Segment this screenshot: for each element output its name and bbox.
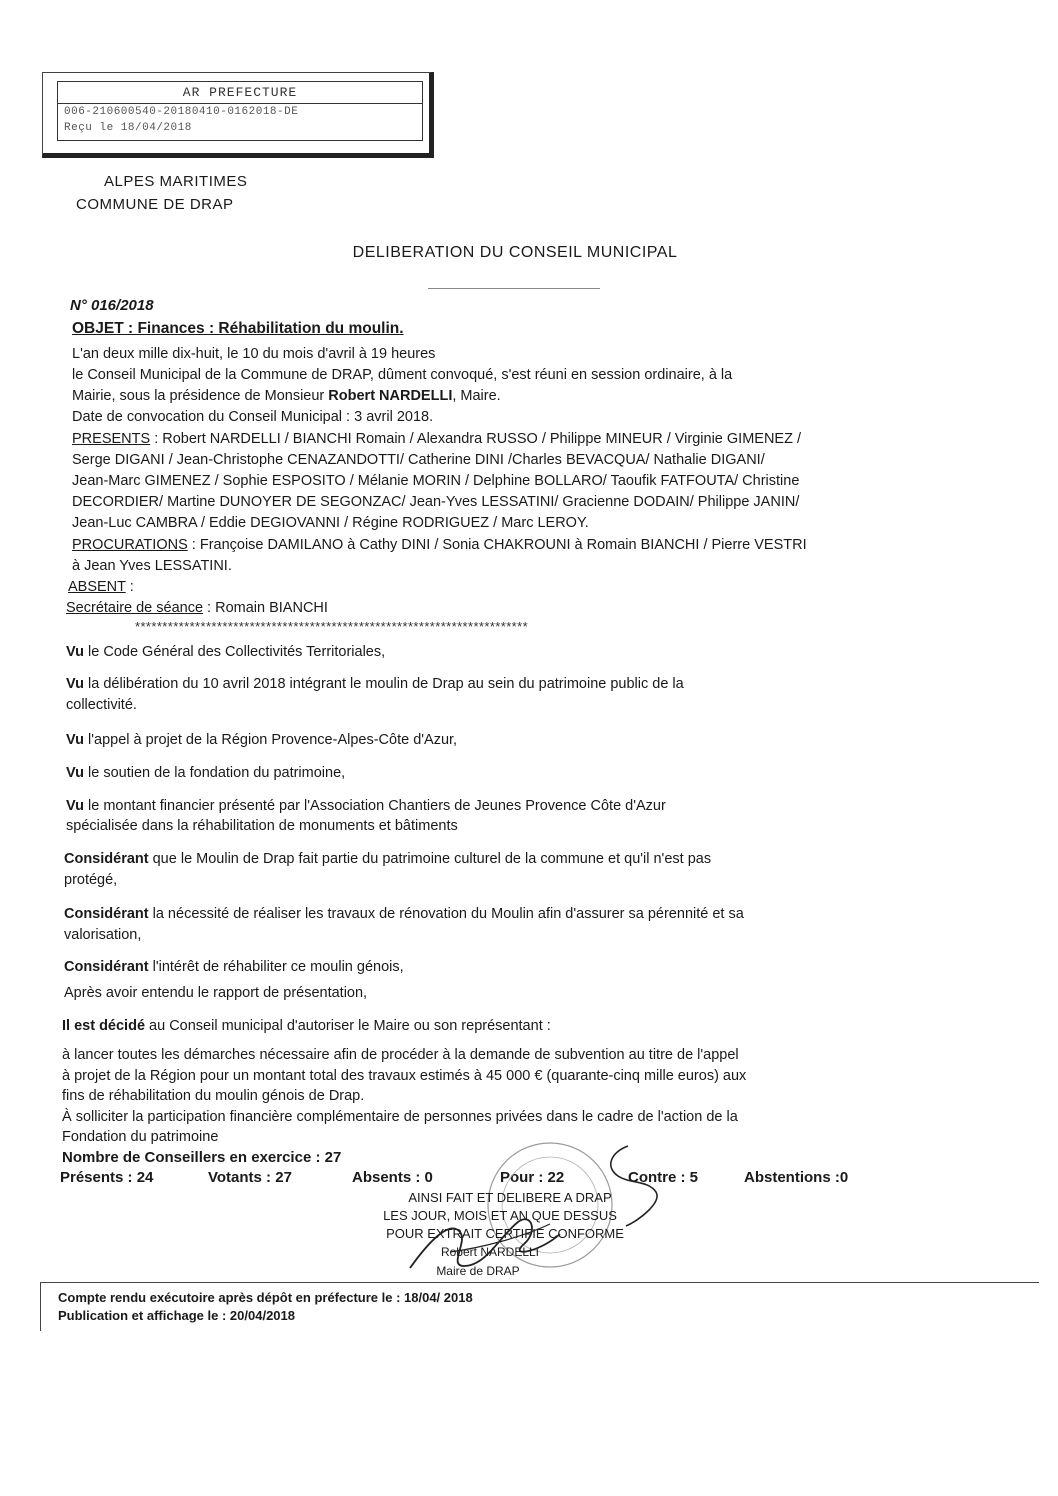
presents-line-4: DECORDIER/ Martine DUNOYER DE SEGONZAC/ Jean-Yves LESSATINI/ Gracienne DODAIN/ Philippe JANIN/ [72, 494, 800, 510]
action-line-2: à projet de la Région pour un montant total des travaux estimés à 45 000 € (quarante-cinq mille euros) aux [62, 1068, 747, 1084]
secretaire-value: : Romain BIANCHI [203, 600, 328, 616]
consideration-3 [66, 730, 457, 751]
consideration-2-text: la délibération du 10 avril 2018 intégrant le moulin de Drap au sein du patrimoine public de la [84, 676, 684, 692]
consideration-7-cont: valorisation, [64, 927, 142, 943]
stamp-reference: 006-210600540-20180410-0162018-DE [64, 106, 299, 118]
consideration-1-text: le Code Général des Collectivités Territoriales, [84, 644, 386, 660]
secretaire-line [66, 598, 328, 620]
apres-line: Après avoir entendu le rapport de présentation, [64, 985, 368, 1001]
presents-line-2: Serge DIGANI / Jean-Christophe CENAZANDOTTI/ Catherine DINI /Charles BEVACQUA/ Nathalie DIGANI/ [72, 452, 765, 468]
mayor-name: Robert NARDELLI [328, 388, 453, 404]
secretaire-label: Secrétaire de séance [66, 600, 204, 616]
commune-name: COMMUNE DE DRAP [76, 196, 234, 213]
signature-ainsi: AINSI FAIT ET DELIBERE A DRAP [408, 1190, 612, 1205]
consideration-7-text: la nécessité de réaliser les travaux de rénovation du Moulin afin d'assurer sa pérennité et sa [148, 906, 744, 922]
intro-line-3-suffix: , Maire. [452, 388, 501, 404]
abstentions-count: Abstentions :0 [744, 1169, 849, 1186]
presents-count: Présents : 24 [60, 1169, 154, 1186]
prefecture-stamp [42, 72, 434, 158]
decision-line [62, 1016, 551, 1037]
presents-line-5: Jean-Luc CAMBRA / Eddie DEGIOVANNI / Régine RODRIGUEZ / Marc LEROY. [72, 515, 589, 531]
consideration-8-text: l'intérêt de réhabiliter ce moulin génois, [148, 959, 404, 975]
deliberation-object: OBJET : Finances : Réhabilitation du moulin. [72, 320, 404, 337]
deliberation-number: N° 016/2018 [70, 297, 154, 314]
page-title: DELIBERATION DU CONSEIL MUNICIPAL [352, 244, 678, 261]
intro-line-2: le Conseil Municipal de la Commune de DRAP, dûment convoqué, s'est réuni en session ordinaire, à la [72, 367, 733, 383]
absents-count: Absents : 0 [352, 1169, 433, 1186]
consideration-6-lead: Considérant [64, 851, 149, 867]
consideration-2-cont: collectivité. [66, 697, 137, 713]
consideration-8-lead: Considérant [64, 959, 149, 975]
separator-stars: ************************************************************************ [135, 619, 529, 634]
absent-line [68, 577, 134, 599]
consideration-5-lead: Vu [66, 798, 84, 814]
decision-text: au Conseil municipal d'autoriser le Maire ou son représentant : [145, 1018, 551, 1034]
intro-line-3 [72, 386, 501, 408]
conseillers-count: Nombre de Conseillers en exercice : 27 [62, 1149, 342, 1166]
pour-count: Pour : 22 [500, 1169, 565, 1186]
signature-name: Robert NARDELLI [440, 1245, 540, 1259]
signature-les-jour: LES JOUR, MOIS ET AN QUE DESSUS [383, 1208, 617, 1223]
consideration-5-text: le montant financier présenté par l'Association Chantiers de Jeunes Provence Côte d'Azur [84, 798, 666, 814]
absent-label: ABSENT [68, 579, 126, 595]
consideration-5 [66, 796, 666, 817]
signature-title: Maire de DRAP [436, 1264, 520, 1278]
consideration-7 [64, 904, 744, 925]
footer-execution: Compte rendu exécutoire après dépôt en préfecture le : 18/04/ 2018 [58, 1290, 473, 1305]
prefecture-stamp-frame [57, 81, 423, 141]
presents-line-3: Jean-Marc GIMENEZ / Sophie ESPOSITO / Mélanie MORIN / Delphine BOLLARO/ Taoufik FATFOUTA/ Christine [72, 473, 800, 489]
action-line-5: Fondation du patrimoine [62, 1129, 219, 1145]
signature-extrait: POUR EXTRAIT CERTIFIE CONFORME [386, 1226, 624, 1241]
presents-label: PRESENTS [72, 431, 151, 447]
department-name: ALPES MARITIMES [104, 173, 248, 190]
mayor-signature [390, 1140, 670, 1290]
procurations-line-1 [72, 535, 807, 557]
consideration-7-lead: Considérant [64, 906, 149, 922]
consideration-4-lead: Vu [66, 765, 84, 781]
action-line-3: fins de réhabilitation du moulin génois de Drap. [62, 1088, 365, 1104]
presents-text-1: : Robert NARDELLI / BIANCHI Romain / Alexandra RUSSO / Philippe MINEUR / Virginie GIMENEZ / [150, 431, 802, 447]
consideration-1-lead: Vu [66, 644, 84, 660]
absent-value: : [125, 579, 134, 595]
intro-line-3-prefix: Mairie, sous la présidence de Monsieur [72, 388, 329, 404]
consideration-6-cont: protégé, [64, 872, 118, 888]
consideration-2 [66, 674, 684, 695]
consideration-4 [66, 763, 345, 784]
consideration-6-text: que le Moulin de Drap fait partie du patrimoine culturel de la commune et qu'il n'est pas [148, 851, 712, 867]
footer-publication: Publication et affichage le : 20/04/2018 [58, 1308, 295, 1323]
consideration-4-text: le soutien de la fondation du patrimoine, [84, 765, 346, 781]
convocation-date: Date de convocation du Conseil Municipal : 3 avril 2018. [72, 409, 434, 425]
consideration-6 [64, 849, 711, 870]
stamp-received-date: Reçu le 18/04/2018 [64, 122, 192, 134]
contre-count: Contre : 5 [628, 1169, 699, 1186]
intro-line-1: L'an deux mille dix-huit, le 10 du mois d'avril à 19 heures [72, 346, 436, 362]
procurations-label: PROCURATIONS [72, 537, 188, 553]
consideration-1 [66, 642, 385, 663]
consideration-2-lead: Vu [66, 676, 84, 692]
stamp-title: AR PREFECTURE [58, 82, 422, 104]
action-line-1: à lancer toutes les démarches nécessaire afin de procéder à la demande de subvention au titre de l'appel [62, 1047, 739, 1063]
presents-line-1 [72, 429, 801, 451]
action-line-4: À solliciter la participation financière complémentaire de personnes privées dans le cadre de l'action de la [62, 1109, 738, 1125]
consideration-8 [64, 957, 404, 978]
votants-count: Votants : 27 [208, 1169, 292, 1186]
decision-lead: Il est décidé [62, 1018, 146, 1034]
procurations-line-2: à Jean Yves LESSATINI. [72, 558, 232, 574]
title-divider [428, 288, 600, 289]
procurations-text-1: : Françoise DAMILANO à Cathy DINI / Sonia CHAKROUNI à Romain BIANCHI / Pierre VESTRI [187, 537, 807, 553]
consideration-5-cont: spécialisée dans la réhabilitation de monuments et bâtiments [66, 818, 458, 834]
consideration-3-text: l'appel à projet de la Région Provence-Alpes-Côte d'Azur, [84, 732, 458, 748]
consideration-3-lead: Vu [66, 732, 84, 748]
